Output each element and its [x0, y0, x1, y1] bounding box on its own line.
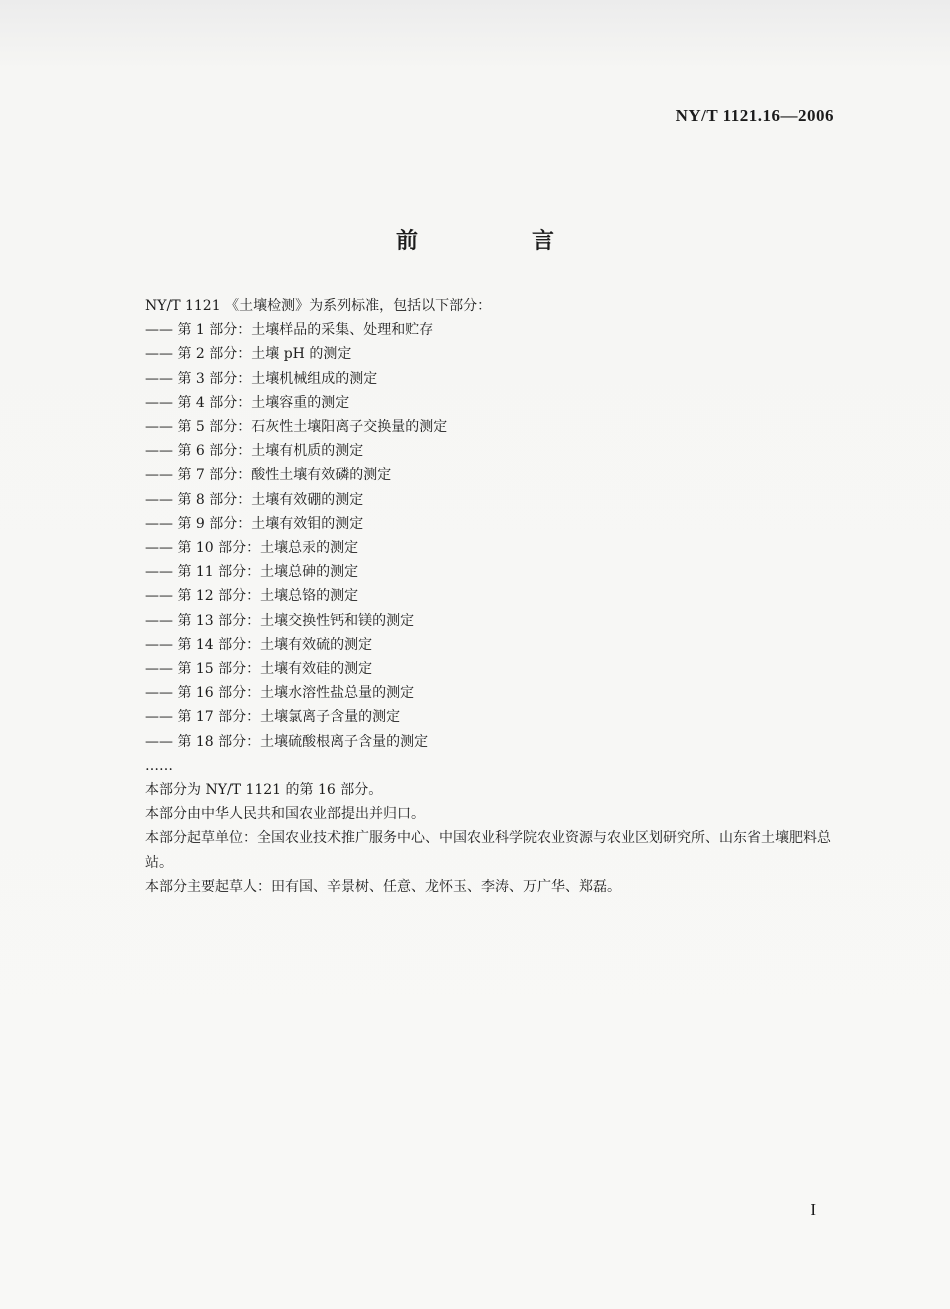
list-item: —— 第 4 部分：土壤容重的测定 — [145, 394, 350, 411]
list-item: —— 第 3 部分：土壤机械组成的测定 — [145, 370, 378, 387]
page-number: I — [810, 1200, 816, 1219]
list-item: —— 第 16 部分：土壤水溶性盐总量的测定 — [145, 685, 415, 702]
page-title: 前 言 — [395, 229, 600, 254]
list-item: —— 第 2 部分：土壤 pH 的测定 — [145, 346, 352, 363]
ellipsis: …… — [145, 757, 173, 774]
list-item: —— 第 15 部分：土壤有效硅的测定 — [145, 661, 373, 678]
list-item: —— 第 13 部分：土壤交换性钙和镁的测定 — [145, 612, 415, 629]
list-item: —— 第 14 部分：土壤有效硫的测定 — [145, 636, 373, 653]
paragraph: 本部分主要起草人：田有国、辛景树、任意、龙怀玉、李涛、万广华、郑磊。 — [145, 878, 621, 895]
list-item: —— 第 5 部分：石灰性土壤阳离子交换量的测定 — [145, 419, 448, 436]
list-item: —— 第 10 部分：土壤总汞的测定 — [145, 540, 359, 557]
standard-number: NY/T 1121.16—2006 — [675, 106, 834, 125]
foreword-body — [114, 294, 838, 899]
list-item: —— 第 7 部分：酸性土壤有效磷的测定 — [145, 467, 392, 484]
list-item: —— 第 11 部分：土壤总砷的测定 — [145, 564, 359, 581]
paragraph: 本部分为 NY/T 1121 的第 16 部分。 — [145, 782, 383, 799]
list-item: —— 第 9 部分：土壤有效钼的测定 — [145, 515, 364, 532]
list-item: —— 第 18 部分：土壤硫酸根离子含量的测定 — [145, 733, 429, 750]
list-item: —— 第 1 部分：土壤样品的采集、处理和贮存 — [145, 322, 434, 339]
list-item: —— 第 17 部分：土壤氯离子含量的测定 — [145, 709, 401, 726]
intro-line: NY/T 1121 《土壤检测》为系列标准，包括以下部分： — [145, 298, 492, 314]
paragraph: 本部分起草单位：全国农业技术推广服务中心、中国农业科学院农业资源与农业区划研究所、山东省土壤肥料总站。 — [145, 830, 831, 871]
paragraph: 本部分由中华人民共和国农业部提出并归口。 — [145, 806, 425, 823]
list-item: —— 第 6 部分：土壤有机质的测定 — [145, 443, 364, 460]
list-item: —— 第 12 部分：土壤总铬的测定 — [145, 588, 359, 605]
list-item: —— 第 8 部分：土壤有效硼的测定 — [145, 491, 364, 508]
